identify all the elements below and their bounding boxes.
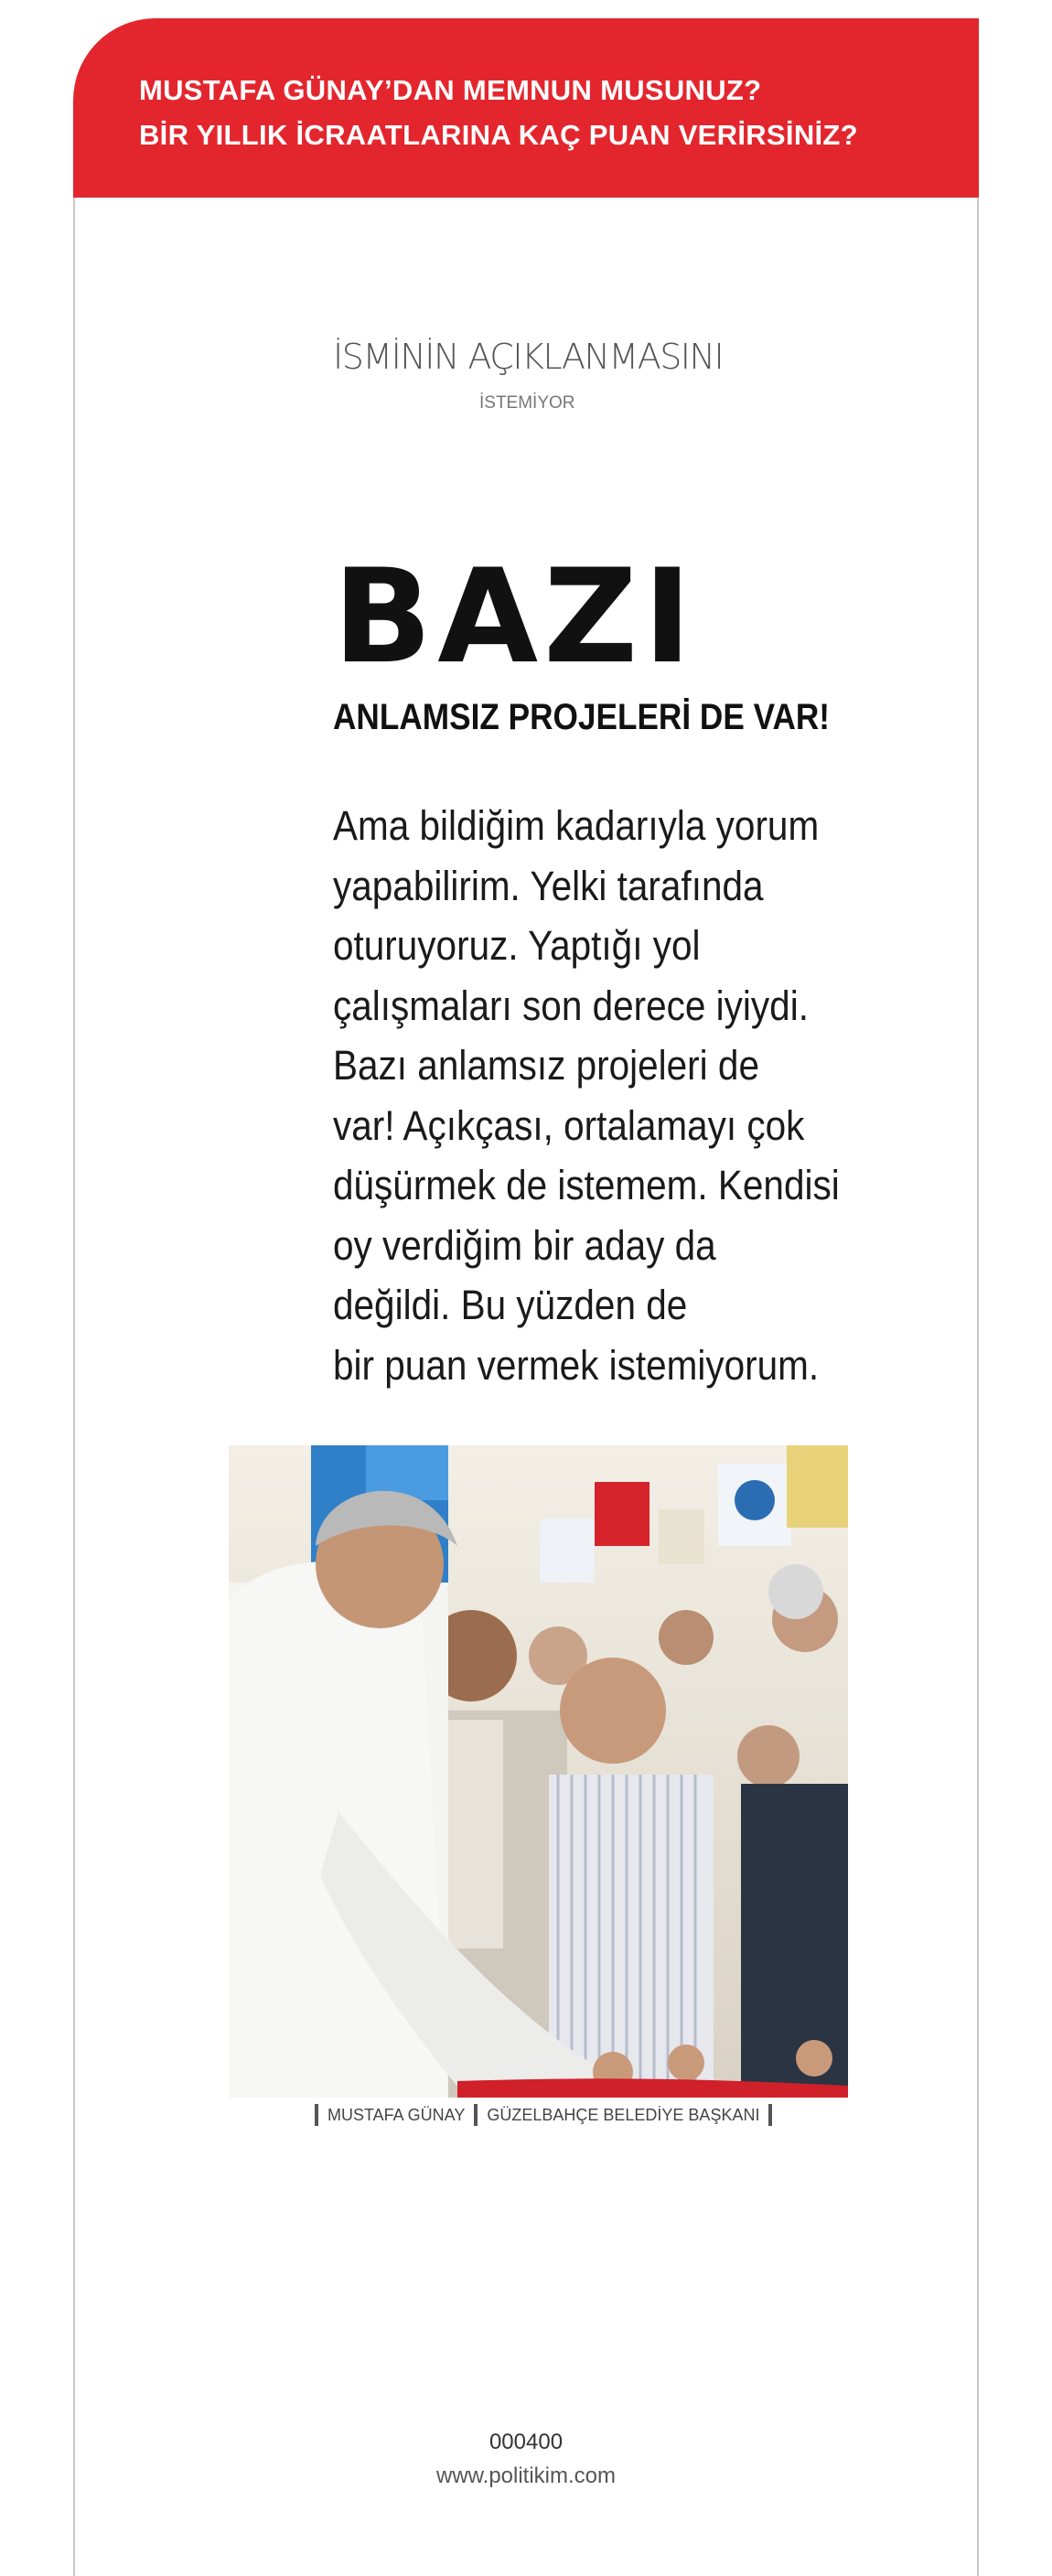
quote-body bbox=[333, 796, 900, 1395]
caption-separator bbox=[474, 2104, 478, 2126]
quote-line: var! Açıkçası, ortalamayı çok bbox=[333, 1101, 805, 1149]
footer-website-link[interactable]: www.politikim.com bbox=[435, 2463, 617, 2488]
photo-illustration bbox=[229, 1445, 848, 2098]
caption-separator bbox=[768, 2104, 772, 2126]
respondent-subtitle: İSTEMİYOR bbox=[479, 393, 575, 413]
question-banner bbox=[73, 18, 979, 198]
headline-big-word: BAZI bbox=[333, 542, 697, 692]
quote-line: oy verdiğim bir aday da bbox=[333, 1221, 716, 1269]
footer-code: 000400 bbox=[488, 2430, 564, 2454]
quote-line: oturuyoruz. Yaptığı yol bbox=[333, 922, 701, 969]
quote-line: düşürmek de istemem. Kendisi bbox=[333, 1162, 840, 1208]
question-line-1: MUSTAFA GÜNAY’DAN MEMNUN MUSUNUZ? bbox=[139, 74, 762, 106]
caption-person-name: MUSTAFA GÜNAY bbox=[327, 2105, 466, 2124]
caption-person-title: GÜZELBAHÇE BELEDİYE BAŞKANI bbox=[487, 2105, 760, 2124]
quote-line: değildi. Bu yüzden de bbox=[333, 1282, 688, 1328]
ribbon-cutting-photo bbox=[229, 1445, 848, 2098]
headline-subtitle: ANLAMSIZ PROJELERİ DE VAR! bbox=[333, 697, 831, 737]
quote-line: Bazı anlamsız projeleri de bbox=[333, 1042, 759, 1089]
quote-line: bir puan vermek istemiyorum. bbox=[333, 1341, 820, 1389]
respondent-name: İSMİNİN AÇIKLANMASINI bbox=[333, 337, 724, 377]
photo-caption bbox=[315, 2104, 772, 2126]
quote-line: çalışmaları son derece iyiydi. bbox=[333, 982, 809, 1029]
quote-line: yapabilirim. Yelki tarafında bbox=[333, 862, 764, 909]
question-line-2: BİR YILLIK İCRAATLARINA KAÇ PUAN VERİRSİNİZ? bbox=[139, 119, 858, 151]
caption-separator bbox=[315, 2104, 318, 2126]
quote-line: Ama bildiğim kadarıyla yorum bbox=[333, 802, 820, 849]
